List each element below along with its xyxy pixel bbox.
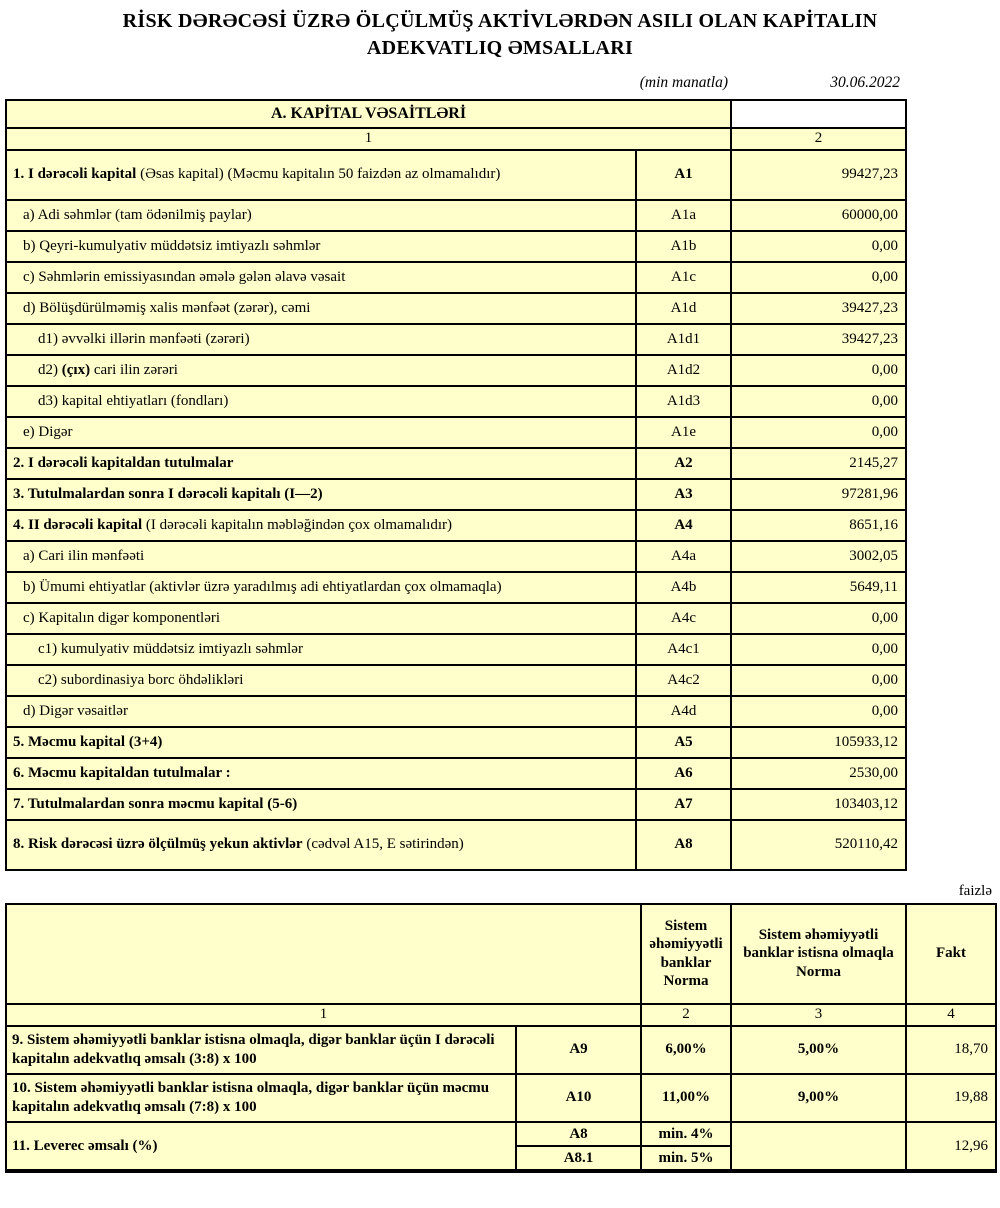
row-value: 99427,23 (731, 150, 906, 200)
report-date: 30.06.2022 (830, 74, 900, 91)
row-code: A5 (636, 727, 731, 758)
page-title-line1: RİSK DƏRƏCƏSİ ÜZRƏ ÖLÇÜLMÜŞ AKTİVLƏRDƏN ASILI OLAN KAPİTALIN (122, 10, 878, 32)
capital-row (6, 603, 906, 634)
row-value: 3002,05 (731, 541, 906, 572)
row-code: A10 (516, 1074, 641, 1122)
capital-table-body (6, 150, 906, 870)
row-code: A1 (636, 150, 731, 200)
label-bold-text: 8. Risk dərəcəsi üzrə ölçülmüş yekun aktivlər (13, 836, 303, 853)
empty-header-cell (731, 100, 906, 128)
row-label: 11. Leverec əmsalı (%) (6, 1122, 516, 1172)
meta-row (5, 74, 995, 96)
row-label: 9. Sistem əhəmiyyətli banklar istisna olmaqla, digər banklar üçün I dərəcəli kapitalın adekvatlıq əmsalı (3:8) x 100 (6, 1026, 516, 1074)
norma-other-value: 9,00% (731, 1074, 906, 1122)
capital-row (6, 448, 906, 479)
label-text: d1) əvvəlki illərin mənfəəti (zərəri) (38, 330, 250, 347)
empty-cell (731, 1122, 906, 1172)
row-label (6, 355, 636, 386)
adequacy-row (6, 1026, 996, 1074)
label-text: a) Cari ilin mənfəəti (23, 547, 145, 564)
row-code: A9 (516, 1026, 641, 1074)
row-code: A4c2 (636, 665, 731, 696)
row-label (6, 665, 636, 696)
col-number: 2 (731, 128, 906, 150)
adequacy-table-body (6, 1026, 996, 1172)
capital-table-header-row (6, 100, 906, 128)
fakt-value: 19,88 (906, 1074, 996, 1122)
adequacy-header-row (6, 904, 996, 1004)
label-bold-text: 3. Tutulmalardan sonra I dərəcəli kapitalı (I—2) (13, 485, 323, 502)
fakt-header: Fakt (906, 904, 996, 1004)
row-label (6, 293, 636, 324)
row-value: 0,00 (731, 355, 906, 386)
capital-row (6, 386, 906, 417)
leverage-row (6, 1122, 996, 1146)
row-value: 97281,96 (731, 479, 906, 510)
row-code: A1a (636, 200, 731, 231)
norma-min-value: min. 4% (641, 1122, 731, 1146)
row-label (6, 448, 636, 479)
row-label (6, 727, 636, 758)
row-value: 0,00 (731, 603, 906, 634)
row-code: A6 (636, 758, 731, 789)
capital-row (6, 510, 906, 541)
row-value: 0,00 (731, 665, 906, 696)
col-number: 4 (906, 1004, 996, 1026)
capital-row (6, 200, 906, 231)
label-bold-text: 6. Məcmu kapitaldan tutulmalar : (13, 764, 231, 781)
row-value: 2530,00 (731, 758, 906, 789)
row-label (6, 479, 636, 510)
row-label (6, 541, 636, 572)
row-label (6, 634, 636, 665)
page-title-line2: ADEKVATLIQ ƏMSALLARI (366, 37, 634, 59)
label-bold-text: 1. I dərəcəli kapital (13, 166, 137, 183)
row-code: A1d2 (636, 355, 731, 386)
col-number: 1 (6, 128, 731, 150)
row-label (6, 789, 636, 820)
capital-row (6, 541, 906, 572)
label-text: (I dərəcəli kapitalın məbləğindən çox olmamalıdır) (142, 516, 453, 533)
row-code: A4d (636, 696, 731, 727)
row-label (6, 417, 636, 448)
capital-row (6, 355, 906, 386)
label-text: d2) (38, 361, 62, 378)
label-bold-text: 7. Tutulmalardan sonra məcmu kapital (5-6) (13, 795, 298, 812)
label-text: d) Digər vəsaitlər (23, 702, 128, 719)
adequacy-row (6, 1074, 996, 1122)
row-label (6, 572, 636, 603)
capital-row (6, 789, 906, 820)
label-bold-text: 2. I dərəcəli kapitaldan tutulmalar (13, 454, 234, 471)
row-code: A4 (636, 510, 731, 541)
row-label (6, 324, 636, 355)
capital-row (6, 696, 906, 727)
column-number-row (6, 128, 906, 150)
norma-other-value: 5,00% (731, 1026, 906, 1074)
capital-table-title: A. KAPİTAL VƏSAİTLƏRİ (6, 100, 731, 128)
label-bold-text: 4. II dərəcəli kapital (13, 516, 143, 533)
row-label (6, 603, 636, 634)
row-code: A4c1 (636, 634, 731, 665)
adequacy-table (5, 903, 997, 1174)
row-code: A8 (636, 820, 731, 870)
row-label (6, 758, 636, 789)
row-label: 10. Sistem əhəmiyyətli banklar istisna olmaqla, digər banklar üçün məcmu kapitalın adekvatlıq əmsalı (7:8) x 100 (6, 1074, 516, 1122)
norma-sistem-value: 11,00% (641, 1074, 731, 1122)
col-number: 2 (641, 1004, 731, 1026)
capital-row (6, 150, 906, 200)
capital-table (5, 99, 907, 871)
row-value: 8651,16 (731, 510, 906, 541)
capital-row (6, 634, 906, 665)
capital-row (6, 479, 906, 510)
row-code: A1d1 (636, 324, 731, 355)
label-text: (Əsas kapital) (Məcmu kapitalın 50 faizdən az olmamalıdır) (136, 166, 501, 183)
label-text: c1) kumulyativ müddətsiz imtiyazlı səhmlər (38, 640, 303, 657)
row-value: 0,00 (731, 696, 906, 727)
label-text: d) Bölüşdürülməmiş xalis mənfəət (zərər), cəmi (23, 299, 311, 316)
unit-note: (min manatla) (639, 74, 728, 91)
row-code: A1e (636, 417, 731, 448)
label-text: c2) subordinasiya borc öhdəlikləri (38, 671, 244, 688)
percent-note: faizlə (958, 882, 992, 899)
row-value: 0,00 (731, 634, 906, 665)
row-label (6, 510, 636, 541)
row-value: 39427,23 (731, 293, 906, 324)
norma-min-value: min. 5% (641, 1146, 731, 1171)
capital-row (6, 262, 906, 293)
capital-row (6, 324, 906, 355)
row-label (6, 696, 636, 727)
capital-row (6, 231, 906, 262)
label-bold-text: (çıx) (61, 361, 91, 378)
label-text: e) Digər (23, 423, 73, 440)
row-code: A1b (636, 231, 731, 262)
norma-sistem-header: Sistem əhəmiyyətli banklar Norma (641, 904, 731, 1004)
row-value: 0,00 (731, 417, 906, 448)
row-code: A7 (636, 789, 731, 820)
row-code: A4a (636, 541, 731, 572)
label-text: c) Kapitalın digər komponentləri (23, 609, 221, 626)
fakt-value: 12,96 (906, 1122, 996, 1172)
capital-row (6, 572, 906, 603)
row-code: A3 (636, 479, 731, 510)
row-code: A4b (636, 572, 731, 603)
norma-sistem-value: 6,00% (641, 1026, 731, 1074)
row-value: 0,00 (731, 231, 906, 262)
row-code: A2 (636, 448, 731, 479)
row-code: A4c (636, 603, 731, 634)
row-label (6, 150, 636, 200)
label-text: d3) kapital ehtiyatları (fondları) (38, 392, 229, 409)
row-value: 0,00 (731, 262, 906, 293)
fakt-value: 18,70 (906, 1026, 996, 1074)
label-text: cari ilin zərəri (90, 361, 178, 378)
label-text: c) Səhmlərin emissiyasından əmələ gələn əlavə vəsait (23, 268, 346, 285)
col-number: 3 (731, 1004, 906, 1026)
label-text: b) Ümumi ehtiyatlar (aktivlər üzrə yaradılmış adi ehtiyatlardan çox olmamaqla) (23, 578, 502, 595)
label-bold-text: 5. Məcmu kapital (3+4) (13, 733, 163, 750)
capital-row (6, 820, 906, 870)
row-code: A1c (636, 262, 731, 293)
row-label (6, 262, 636, 293)
row-code: A1d3 (636, 386, 731, 417)
row-value: 520110,42 (731, 820, 906, 870)
col-number: 1 (6, 1004, 641, 1026)
empty-header-cell (6, 904, 641, 1004)
row-value: 103403,12 (731, 789, 906, 820)
row-label (6, 820, 636, 870)
row-label (6, 386, 636, 417)
row-value: 0,00 (731, 386, 906, 417)
row-value: 5649,11 (731, 572, 906, 603)
capital-row (6, 758, 906, 789)
row-value: 39427,23 (731, 324, 906, 355)
norma-exsistem-header: Sistem əhəmiyyətli banklar istisna olmaqla Norma (731, 904, 906, 1004)
column-number-row (6, 1004, 996, 1026)
row-value: 105933,12 (731, 727, 906, 758)
label-text: (cədvəl A15, E sətirindən) (302, 836, 464, 853)
row-value: 2145,27 (731, 448, 906, 479)
row-label (6, 231, 636, 262)
row-value: 60000,00 (731, 200, 906, 231)
row-code: A8.1 (516, 1146, 641, 1171)
row-label (6, 200, 636, 231)
capital-row (6, 417, 906, 448)
capital-row (6, 665, 906, 696)
capital-row (6, 727, 906, 758)
row-code: A8 (516, 1122, 641, 1146)
label-text: b) Qeyri-kumulyativ müddətsiz imtiyazlı səhmlər (23, 237, 321, 254)
row-code: A1d (636, 293, 731, 324)
label-text: a) Adi səhmlər (tam ödənilmiş paylar) (23, 206, 252, 223)
page-title (35, 8, 965, 62)
capital-row (6, 293, 906, 324)
